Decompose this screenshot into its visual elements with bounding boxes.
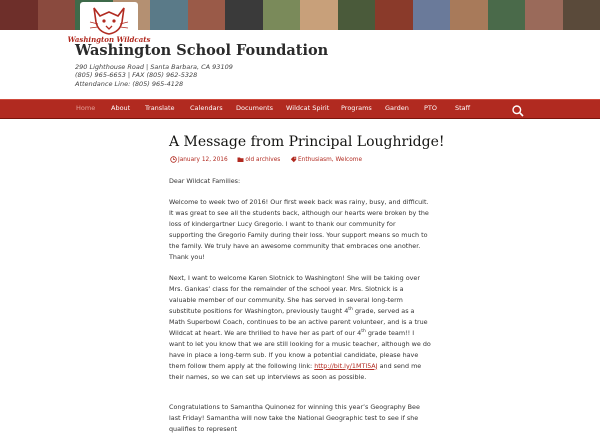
folder-icon xyxy=(237,156,244,163)
site-address xyxy=(75,63,233,88)
site-title[interactable]: Washington School Foundation xyxy=(75,42,328,59)
wildcat-mascot-icon xyxy=(80,2,138,44)
nav-item-wildcat-spirit[interactable]: Wildcat Spirit xyxy=(286,104,329,112)
header-photo xyxy=(525,0,563,30)
site-header xyxy=(0,0,600,98)
post-title[interactable]: A Message from Principal Loughridge! xyxy=(169,134,445,150)
search-icon[interactable] xyxy=(511,103,525,117)
greeting-paragraph: Dear Wildcat Families: xyxy=(169,176,431,187)
nav-item-documents[interactable]: Documents xyxy=(236,104,273,112)
paragraph: Congratulations to Samantha Quinonez for winning this year’s Geography Bee last Friday! Samantha will now take the National Geographic test to see if she qualifies to represent xyxy=(169,402,431,435)
tag-icon xyxy=(290,156,297,163)
clock-icon xyxy=(170,156,177,163)
address-line: 290 Lighthouse Road | Santa Barbara, CA 93109 xyxy=(75,63,233,71)
nav-item-calendars[interactable]: Calendars xyxy=(190,104,223,112)
attendance-line: Attendance Line: (805) 965-4128 xyxy=(75,80,233,88)
svg-text:Washington Wildcats: Washington Wildcats xyxy=(68,35,151,44)
post-content xyxy=(169,176,431,446)
ordinal-suffix: th xyxy=(361,329,366,334)
header-photo xyxy=(338,0,376,30)
header-photo xyxy=(150,0,188,30)
nav-item-about[interactable]: About xyxy=(111,104,130,112)
header-photo xyxy=(188,0,226,30)
ordinal-suffix: th xyxy=(348,307,353,312)
paragraph: Welcome to week two of 2016! Our first week back was rainy, busy, and difficult. It was great to see all the students back, although our hearts were broken by the loss of kindergartner Lucy Gregorio. I want to thank our community for supporting the Gregorio Family during their loss. Your support means so much to the family. We truly have an awesome community that embraces one another. Thank you! xyxy=(169,197,431,262)
nav-item-home[interactable]: Home xyxy=(76,104,95,112)
post-meta xyxy=(170,156,362,163)
post-category[interactable]: old archives xyxy=(245,157,280,163)
paragraph-text: Next, I want to welcome Karen Slotnick to Washington! She will be taking over Mrs. Gankas’ class for the remainder of the school year. Mrs. Slotnick is a valuable member of our community. She has served in several long-term substitute positions for Washington, previously taught 4 xyxy=(169,274,420,315)
header-photo xyxy=(38,0,76,30)
header-photo xyxy=(0,0,38,30)
post-date[interactable]: January 12, 2016 xyxy=(178,157,228,163)
nav-item-pto[interactable]: PTO xyxy=(424,104,437,112)
header-photo xyxy=(300,0,338,30)
apply-link[interactable]: http://bit.ly/1MTI5AJ xyxy=(314,362,377,370)
header-photo xyxy=(488,0,526,30)
header-photo xyxy=(563,0,600,30)
paragraph xyxy=(169,273,431,382)
nav-item-staff[interactable]: Staff xyxy=(455,104,470,112)
nav-item-programs[interactable]: Programs xyxy=(341,104,372,112)
wildcats-logo[interactable] xyxy=(80,2,138,44)
nav-item-garden[interactable]: Garden xyxy=(385,104,409,112)
header-photo xyxy=(225,0,263,30)
paragraph-text: grade, served as a Math Superbowl Coach, continues to be an active parent volunteer, and is a true Wildcat at heart. We are thrilled to have her as part of our 4 xyxy=(169,307,428,337)
post-tags[interactable]: Enthusiasm, Welcome xyxy=(298,157,362,163)
post-article xyxy=(0,120,600,400)
paragraph-text: and send me their names, so we can set up interviews as soon as possible. xyxy=(169,362,421,381)
header-photo xyxy=(413,0,451,30)
header-photo xyxy=(375,0,413,30)
paragraph-text: grade team!! I want to let you know that we are still looking for a music teacher, although we do have in place a long-term sub. If you know a potential candidate, please have them follow them apply at the following link: xyxy=(169,329,431,370)
header-photo xyxy=(263,0,301,30)
nav-item-translate[interactable]: Translate xyxy=(145,104,175,112)
phone-line: (805) 965-6653 | FAX (805) 962-5328 xyxy=(75,71,233,79)
header-photo xyxy=(450,0,488,30)
main-navigation xyxy=(0,99,600,119)
